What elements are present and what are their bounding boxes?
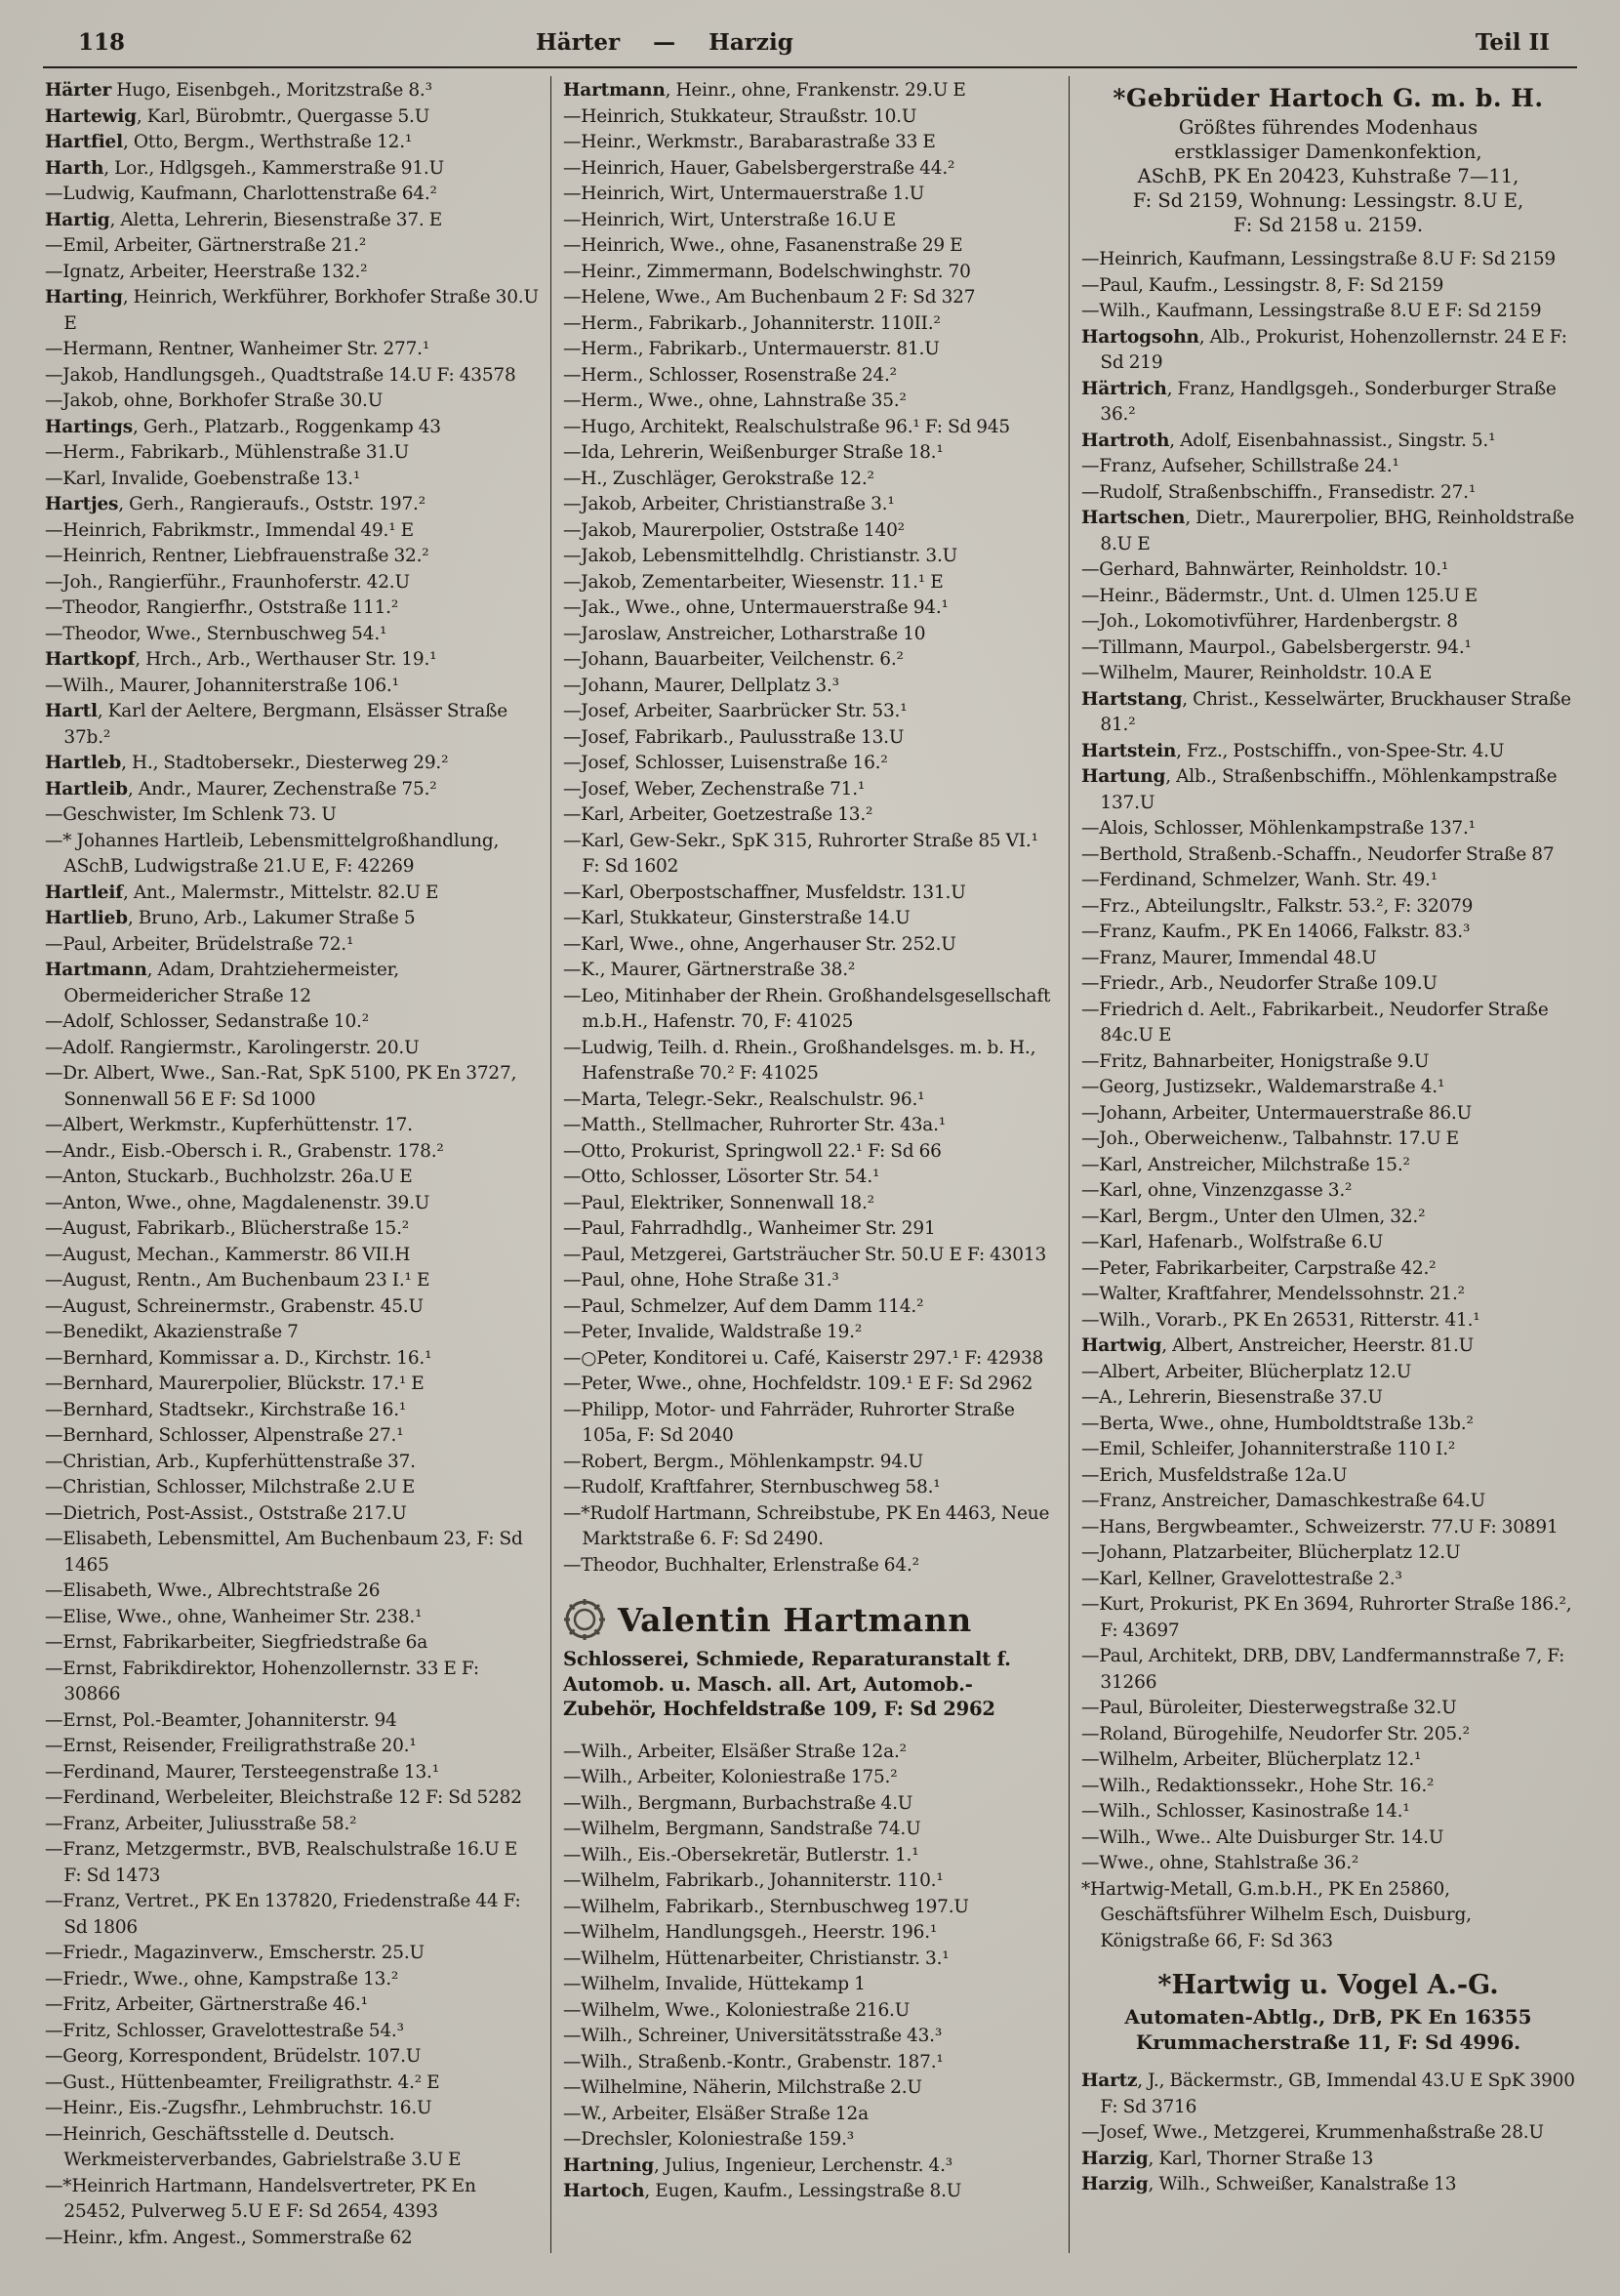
directory-entry: Hartwig, Albert, Anstreicher, Heerstr. 81.U: [1081, 1335, 1475, 1356]
directory-entry: —Tillmann, Maurpol., Gabelsbergerstr. 94.¹: [1081, 636, 1472, 658]
directory-entry: —Frz., Abteilungsltr., Falkstr. 53.², F: 32079: [1081, 895, 1474, 917]
directory-entry: —Theodor, Buchhalter, Erlenstraße 64.²: [563, 1554, 919, 1576]
advert-body-line: Krummacherstraße 11, F: Sd 4996.: [1135, 2030, 1521, 2054]
directory-entry: Härter Hugo, Eisenbgeh., Moritzstraße 8.³: [45, 80, 432, 101]
directory-entry: Harzig, Wilh., Schweißer, Kanalstraße 13: [1081, 2174, 1457, 2194]
directory-entry: —Peter, Fabrikarbeiter, Carpstraße 42.²: [1081, 1257, 1437, 1279]
directory-entry: —Peter, Wwe., ohne, Hochfeldstr. 109.¹ E F: Sd 2962: [563, 1374, 1033, 1394]
directory-entry: —Johann, Bauarbeiter, Veilchenstr. 6.²: [563, 649, 904, 670]
directory-entry: —Karl, Wwe., ohne, Angerhauser Str. 252.U: [563, 933, 956, 955]
directory-entry: —Heinr., Bädermstr., Unt. d. Ulmen 125.U E: [1081, 585, 1478, 606]
directory-entry: —Karl, Kellner, Gravelottestraße 2.³: [1081, 1568, 1402, 1589]
directory-entry: —Dietrich, Post-Assist., Oststraße 217.U: [45, 1502, 407, 1524]
directory-entry: —Hans, Bergwbeamter., Schweizerstr. 77.U F: 30891: [1081, 1516, 1559, 1538]
directory-entry: —Wilh., Redaktionssekr., Hohe Str. 16.²: [1081, 1775, 1435, 1796]
directory-entry: —Herm., Fabrikarb., Untermauerstr. 81.U: [563, 339, 940, 359]
entry-list-2b: [563, 1740, 1057, 2205]
directory-entry: —Herm., Fabrikarb., Mühlenstraße 31.U: [45, 442, 410, 463]
directory-entry: —Franz, Anstreicher, Damaschkestraße 64.U: [1081, 1491, 1486, 1511]
header-rule: [43, 66, 1577, 68]
directory-entry: —Wilhelm, Arbeiter, Blücherplatz 12.¹: [1081, 1749, 1422, 1770]
directory-entry: —Elisabeth, Lebensmittel, Am Buchenbaum 23, F: Sd 1465: [45, 1529, 523, 1576]
directory-entry: —Paul, Büroleiter, Diesterwegstraße 32.U: [1081, 1698, 1457, 1718]
directory-entry: —Albert, Arbeiter, Blücherplatz 12.U: [1081, 1361, 1412, 1382]
firm-name: *Gebrüder Hartoch G. m. b. H.: [1113, 84, 1544, 112]
directory-entry: —Joh., Lokomotivführer, Hardenbergstr. 8: [1081, 611, 1458, 632]
part-label: Teil II: [1475, 29, 1550, 56]
directory-entry: Hartning, Julius, Ingenieur, Lerchenstr. 4.³: [563, 2154, 952, 2176]
advert-body: Schlosserei, Schmiede, Reparaturanstalt f. Automob. u. Masch. all. Art, Automob.-Zubehör, Hochfeldstraße 109, F: Sd 2962: [563, 1648, 1011, 1720]
directory-entry: Hartl, Karl der Aeltere, Bergmann, Elsässer Straße 37b.²: [45, 701, 508, 748]
directory-entry: —Heinr., Eis.-Zugsfhr., Lehmbruchstr. 16.U: [45, 2098, 432, 2118]
directory-entry: —Erich, Musfeldstraße 12a.U: [1081, 1464, 1348, 1486]
directory-entry: —Paul, Architekt, DRB, DBV, Landfermannstraße 7, F: 31266: [1081, 1646, 1565, 1693]
directory-entry: Hartewig, Karl, Bürobmtr., Quergasse 5.U: [45, 105, 430, 127]
directory-entry: —Herm., Fabrikarb., Johanniterstr. 110II.²: [563, 312, 941, 334]
directory-entry: —Ernst, Fabrikdirektor, Hohenzollernstr. 33 E F: 30866: [45, 1658, 479, 1704]
directory-entry: —K., Maurer, Gärtnerstraße 38.²: [563, 960, 856, 980]
firm-description-line: F: Sd 2158 u. 2159.: [1233, 214, 1424, 236]
directory-entry: —Wwe., ohne, Stahlstraße 36.²: [1081, 1853, 1359, 1873]
directory-entry: —Wilhelm, Bergmann, Sandstraße 74.U: [563, 1819, 921, 1839]
directory-entry: —Hermann, Rentner, Wanheimer Str. 277.¹: [45, 339, 430, 359]
directory-entry: —Herm., Schlosser, Rosenstraße 24.²: [563, 364, 897, 386]
running-title-right: Harzig: [709, 29, 793, 56]
directory-entry: —Heinrich, Stukkateur, Straußstr. 10.U: [563, 105, 917, 127]
directory-entry: Hartung, Alb., Straßenbschiffn., Möhlenkampstraße 137.U: [1081, 766, 1558, 813]
directory-entry: —Walter, Kraftfahrer, Mendelssohnstr. 21.²: [1081, 1284, 1465, 1304]
column-1: [43, 76, 550, 2253]
directory-entry: —Wilh., Arbeiter, Koloniestraße 175.²: [563, 1767, 898, 1787]
directory-entry: —Paul, Schmelzer, Auf dem Damm 114.²: [563, 1295, 924, 1317]
directory-entry: —Ferdinand, Werbeleiter, Bleichstraße 12 F: Sd 5282: [45, 1787, 522, 1808]
directory-entry: —Franz, Metzgermstr., BVB, Realschulstraße 16.U E F: Sd 1473: [45, 1839, 518, 1886]
directory-entry: —Joh., Rangierführ., Fraunhoferstr. 42.U: [45, 571, 410, 593]
directory-entry: Hartstang, Christ., Kesselwärter, Bruckhauser Straße 81.²: [1081, 688, 1571, 735]
entry-list-2a: [563, 78, 1057, 1578]
directory-entry: —Jakob, Zementarbeiter, Wiesenstr. 11.¹ E: [563, 571, 944, 593]
firm-description-line: Größtes führendes Modenhaus: [1178, 116, 1478, 139]
directory-entry: —Adolf, Schlosser, Sedanstraße 10.²: [45, 1011, 369, 1032]
directory-entry: —Emil, Arbeiter, Gärtnerstraße 21.²: [45, 235, 367, 256]
directory-entry: —Jakob, Maurerpolier, Oststraße 140²: [563, 519, 905, 541]
directory-entry: —Friedr., Arb., Neudorfer Straße 109.U: [1081, 973, 1438, 994]
directory-entry: —Johann, Platzarbeiter, Blücherplatz 12.U: [1081, 1542, 1461, 1563]
directory-entry: —Adolf. Rangiermstr., Karolingerstr. 20.U: [45, 1037, 420, 1058]
running-header: [43, 29, 1577, 62]
directory-entry: —Joh., Oberweichenw., Talbahnstr. 17.U E: [1081, 1128, 1459, 1149]
directory-entry: —Heinr., Werkmstr., Barabarastraße 33 E: [563, 132, 936, 152]
directory-entry: —Jakob, Lebensmittelhdlg. Christianstr. 3.U: [563, 546, 958, 566]
directory-entry: —Franz, Aufseher, Schillstraße 24.¹: [1081, 456, 1399, 476]
directory-entry: Hartig, Aletta, Lehrerin, Biesenstraße 37. E: [45, 209, 443, 230]
directory-entry: Hartfiel, Otto, Bergm., Werthstraße 12.¹: [45, 132, 413, 152]
directory-entry: —Josef, Schlosser, Luisenstraße 16.²: [563, 753, 888, 773]
directory-entry: —Heinrich, Fabrikmstr., Immendal 49.¹ E: [45, 519, 414, 541]
directory-entry: —Albert, Werkmstr., Kupferhüttenstr. 17.: [45, 1115, 413, 1135]
directory-entry: —Ignatz, Arbeiter, Heerstraße 132.²: [45, 261, 368, 282]
directory-entry: —Karl, ohne, Vinzenzgasse 3.²: [1081, 1180, 1353, 1201]
directory-entry: —Robert, Bergm., Möhlenkampstr. 94.U: [563, 1451, 924, 1472]
directory-entry: —Theodor, Rangierfhr., Oststraße 111.²: [45, 597, 399, 618]
directory-entry: —Berthold, Straßenb.-Schaffn., Neudorfer Straße 87: [1081, 843, 1555, 865]
directory-entry: —Friedr., Wwe., ohne, Kampstraße 13.²: [45, 1968, 399, 1989]
directory-entry: Harting, Heinrich, Werkführer, Borkhofer Straße 30.U E: [45, 287, 539, 334]
directory-entry: —Franz, Maurer, Immendal 48.U: [1081, 947, 1377, 968]
directory-entry: —Gerhard, Bahnwärter, Reinholdstr. 10.¹: [1081, 559, 1449, 580]
directory-entry: —Karl, Hafenarb., Wolfstraße 6.U: [1081, 1232, 1384, 1252]
directory-entry: —Jak., Wwe., ohne, Untermauerstraße 94.¹: [563, 597, 949, 618]
directory-entry: —Heinr., kfm. Angest., Sommerstraße 62: [45, 2227, 413, 2248]
directory-entry: —Friedrich d. Aelt., Fabrikarbeit., Neudorfer Straße 84c.U E: [1081, 999, 1549, 1046]
directory-entry: —Benedikt, Akazienstraße 7: [45, 1322, 299, 1342]
firm-description-line: erstklassiger Damenkonfektion,: [1174, 141, 1482, 163]
directory-entry: —Ernst, Pol.-Beamter, Johanniterstr. 94: [45, 1709, 397, 1731]
directory-entry: —Franz, Vertret., PK En 137820, Friedenstraße 44 F: Sd 1806: [45, 1891, 521, 1938]
directory-entry: —Ernst, Fabrikarbeiter, Siegfriedstraße 6a: [45, 1632, 428, 1653]
directory-entry: —A., Lehrerin, Biesenstraße 37.U: [1081, 1387, 1383, 1408]
directory-entry: Hartstein, Frz., Postschiffn., von-Spee-Str. 4.U: [1081, 740, 1505, 761]
directory-entry: —Emil, Schleifer, Johanniterstraße 110 I.²: [1081, 1439, 1456, 1459]
entry-list-1: [45, 78, 539, 2251]
directory-entry: —Josef, Fabrikarb., Paulusstraße 13.U: [563, 726, 905, 748]
advert-hartwig-vogel: [1081, 1970, 1575, 2055]
directory-entry: —Rudolf, Straßenbschiffn., Fransedistr. 27.¹: [1081, 481, 1477, 503]
directory-entry: —Georg, Justizsekr., Waldemarstraße 4.¹: [1081, 1077, 1445, 1097]
directory-entry: —Fritz, Arbeiter, Gärtnerstraße 46.¹: [45, 1994, 368, 2015]
directory-entry: —Heinrich, Rentner, Liebfrauenstraße 32.²: [45, 546, 429, 566]
directory-entry: —Anton, Stuckarb., Buchholzstr. 26a.U E: [45, 1167, 413, 1187]
directory-entry: —Leo, Mitinhaber der Rhein. Großhandelsgesellschaft m.b.H., Hafenstr. 70, F: 41025: [563, 985, 1051, 1032]
firm-description-line: ASchB, PK En 20423, Kuhstraße 7—11,: [1137, 165, 1519, 187]
directory-entry: —Wilhelm, Wwe., Koloniestraße 216.U: [563, 1999, 911, 2021]
directory-entry: —Drechsler, Koloniestraße 159.³: [563, 2129, 855, 2150]
directory-entry: —*Heinrich Hartmann, Handelsvertreter, PK En 25452, Pulverweg 5.U E F: Sd 2654, 4393: [45, 2175, 476, 2222]
directory-entry: —○Peter, Konditorei u. Café, Kaiserstr 297.¹ F: 42938: [563, 1347, 1044, 1369]
directory-entry: —Herm., Wwe., ohne, Lahnstraße 35.²: [563, 390, 907, 411]
directory-entry: Hartmann, Heinr., ohne, Frankenstr. 29.U E: [563, 80, 966, 101]
directory-entry: —Wilhelmine, Näherin, Milchstraße 2.U: [563, 2077, 922, 2098]
directory-entry: —Helene, Wwe., Am Buchenbaum 2 F: Sd 327: [563, 287, 976, 308]
directory-entry: —Wilh., Straßenb.-Kontr., Grabenstr. 187.¹: [563, 2051, 944, 2072]
running-title-dash: —: [653, 29, 676, 56]
directory-entry: —Jakob, ohne, Borkhofer Straße 30.U: [45, 390, 384, 411]
firm-entry-hartoch: [1081, 84, 1575, 237]
entry-list-3b: [1081, 2069, 1575, 2198]
directory-entry: —Ferdinand, Schmelzer, Wanh. Str. 49.¹: [1081, 870, 1438, 890]
directory-entry: —* Johannes Hartleib, Lebensmittelgroßhandlung, ASchB, Ludwigstraße 21.U E, F: 42269: [45, 830, 500, 877]
directory-entry: —Bernhard, Maurerpolier, Blückstr. 17.¹ E: [45, 1374, 425, 1394]
directory-entry: *Hartwig-Metall, G.m.b.H., PK En 25860, Geschäftsführer Wilhelm Esch, Duisburg, Königstraße 66, F: Sd 363: [1081, 1878, 1472, 1951]
directory-entry: —Wilh., Eis.-Obersekretär, Butlerstr. 1.¹: [563, 1844, 919, 1866]
directory-entry: —Josef, Wwe., Metzgerei, Krummenhaßstraße 28.U: [1081, 2122, 1544, 2143]
directory-entry: —Heinrich, Wirt, Untermauerstraße 1.U: [563, 184, 925, 204]
directory-entry: —Paul, Kaufm., Lessingstr. 8, F: Sd 2159: [1081, 274, 1444, 296]
directory-entry: Hartschen, Dietr., Maurerpolier, BHG, Reinholdstraße 8.U E: [1081, 508, 1575, 554]
directory-entry: —Heinrich, Wwe., ohne, Fasanenstraße 29 E: [563, 235, 963, 256]
directory-entry: —Heinrich, Hauer, Gabelsbergerstraße 44.²: [563, 157, 955, 179]
advert-firm-name: Valentin Hartmann: [618, 1600, 972, 1639]
directory-entry: —Rudolf, Kraftfahrer, Sternbuschweg 58.¹: [563, 1477, 941, 1497]
page-number: 118: [78, 29, 126, 56]
directory-entry: —Wilhelm, Handlungsgeh., Heerstr. 196.¹: [563, 1922, 938, 1943]
directory-entry: —Franz, Kaufm., PK En 14066, Falkstr. 83.³: [1081, 922, 1471, 942]
directory-entry: —Wilh., Arbeiter, Elsäßer Straße 12a.²: [563, 1741, 907, 1762]
directory-entry: —Wilhelm, Maurer, Reinholdstr. 10.A E: [1081, 663, 1433, 683]
directory-entry: —Bernhard, Stadtsekr., Kirchstraße 16.¹: [45, 1399, 407, 1420]
directory-entry: —Wilh., Wwe.. Alte Duisburger Str. 14.U: [1081, 1826, 1444, 1848]
advert-body-line: Automaten-Abtlg., DrB, PK En 16355: [1124, 2005, 1532, 2029]
directory-entry: —Wilhelm, Fabrikarb., Sternbuschweg 197.U: [563, 1896, 969, 1917]
directory-entry: —Wilhelm, Hüttenarbeiter, Christianstr. 3.¹: [563, 1948, 950, 1969]
directory-entry: —Bernhard, Schlosser, Alpenstraße 27.¹: [45, 1425, 404, 1446]
directory-entry: —Josef, Arbeiter, Saarbrücker Str. 53.¹: [563, 701, 908, 721]
directory-entry: —Bernhard, Kommissar a. D., Kirchstr. 16.¹: [45, 1347, 432, 1369]
gear-emblem-icon: [563, 1598, 606, 1641]
advert-valentin-hartmann: [563, 1598, 1057, 1722]
directory-entry: —Gust., Hüttenbeamter, Freiligrathstr. 4.² E: [45, 2071, 440, 2093]
directory-entry: —August, Fabrikarb., Blücherstraße 15.²: [45, 1218, 410, 1239]
directory-entry: —Marta, Telegr.-Sekr., Realschulstr. 96.¹: [563, 1088, 925, 1110]
directory-entry: —Elisabeth, Wwe., Albrechtstraße 26: [45, 1580, 381, 1601]
directory-entry: Härtrich, Franz, Handlgsgeh., Sonderburger Straße 36.²: [1081, 378, 1557, 425]
directory-entry: —Wilh., Kaufmann, Lessingstraße 8.U E F: Sd 2159: [1081, 301, 1542, 321]
directory-entry: —Heinr., Zimmermann, Bodelschwinghstr. 70: [563, 261, 971, 282]
directory-entry: —Matth., Stellmacher, Ruhrorter Str. 43a.¹: [563, 1115, 946, 1135]
directory-entry: —Paul, Elektriker, Sonnenwall 18.²: [563, 1192, 874, 1213]
directory-entry: —Wilh., Bergmann, Burbachstraße 4.U: [563, 1792, 913, 1814]
directory-entry: Hartleif, Ant., Malermstr., Mittelstr. 82.U E: [45, 882, 439, 903]
directory-entry: —Ludwig, Kaufmann, Charlottenstraße 64.²: [45, 184, 437, 204]
directory-entry: —Karl, Bergm., Unter den Ulmen, 32.²: [1081, 1206, 1426, 1227]
directory-entry: Hartings, Gerh., Platzarb., Roggenkamp 43: [45, 416, 441, 437]
directory-entry: —H., Zuschläger, Gerokstraße 12.²: [563, 468, 874, 489]
directory-entry: —Philipp, Motor- und Fahrräder, Ruhrorter Straße 105a, F: Sd 2040: [563, 1399, 1015, 1446]
directory-entry: —Heinrich, Geschäftsstelle d. Deutsch. Werkmeisterverbandes, Gabrielstraße 3.U E: [45, 2123, 462, 2170]
directory-entry: —Karl, Invalide, Goebenstraße 13.¹: [45, 468, 361, 489]
column-2: [550, 76, 1069, 2253]
running-title-left: Härter: [536, 29, 621, 56]
directory-entry: —Wilh., Schreiner, Universitätsstraße 43.³: [563, 2026, 943, 2046]
directory-entry: —Johann, Maurer, Dellplatz 3.³: [563, 675, 839, 696]
directory-entry: —Alois, Schlosser, Möhlenkampstraße 137.¹: [1081, 818, 1476, 839]
column-3: [1069, 76, 1577, 2253]
directory-entry: —Anton, Wwe., ohne, Magdalenenstr. 39.U: [45, 1192, 430, 1213]
directory-entry: —Dr. Albert, Wwe., San.-Rat, SpK 5100, PK En 3727, Sonnenwall 56 E F: Sd 1000: [45, 1063, 517, 1110]
directory-entry: —Paul, Arbeiter, Brüdelstraße 72.¹: [45, 933, 354, 955]
directory-entry: —Jakob, Handlungsgeh., Quadtstraße 14.U F: 43578: [45, 364, 516, 386]
directory-entry: —Paul, ohne, Hohe Straße 31.³: [563, 1270, 839, 1291]
directory-entry: —Christian, Schlosser, Milchstraße 2.U E: [45, 1477, 416, 1497]
directory-entry: —Roland, Bürogehilfe, Neudorfer Str. 205.²: [1081, 1723, 1470, 1744]
directory-entry: —Wilh., Schlosser, Kasinostraße 14.¹: [1081, 1801, 1410, 1822]
directory-entry: —Paul, Fahrradhdlg., Wanheimer Str. 291: [563, 1218, 936, 1239]
directory-entry: —Wilh., Vorarb., PK En 26531, Ritterstr. 41.¹: [1081, 1309, 1480, 1331]
directory-entry: —Franz, Arbeiter, Juliusstraße 58.²: [45, 1813, 357, 1834]
directory-entry: —Otto, Schlosser, Lösorter Str. 54.¹: [563, 1167, 880, 1187]
directory-entry: —Ferdinand, Maurer, Tersteegenstraße 13.¹: [45, 1761, 439, 1783]
directory-entry: —August, Schreinermstr., Grabenstr. 45.U: [45, 1295, 424, 1317]
running-title: [536, 29, 793, 56]
advert-header: [563, 1598, 1057, 1641]
directory-entry: —Andr., Eisb.-Obersch i. R., Grabenstr. 178.²: [45, 1140, 444, 1162]
directory-entry: —Karl, Gew-Sekr., SpK 315, Ruhrorter Straße 85 VI.¹ F: Sd 1602: [563, 830, 1038, 877]
directory-entry: —Otto, Prokurist, Springwoll 22.¹ F: Sd 66: [563, 1140, 942, 1162]
directory-entry: —August, Rentn., Am Buchenbaum 23 I.¹ E: [45, 1270, 430, 1291]
advert-body: [1081, 2004, 1575, 2055]
directory-entry: —Fritz, Bahnarbeiter, Honigstraße 9.U: [1081, 1050, 1430, 1072]
directory-entry: —Johann, Arbeiter, Untermauerstraße 86.U: [1081, 1102, 1472, 1124]
directory-entry: —Wilhelm, Fabrikarb., Johanniterstr. 110.¹: [563, 1870, 944, 1891]
directory-entry: —Jakob, Arbeiter, Christianstraße 3.¹: [563, 494, 895, 514]
directory-entry: —W., Arbeiter, Elsäßer Straße 12a: [563, 2103, 869, 2124]
directory-entry: —Geschwister, Im Schlenk 73. U: [45, 804, 337, 825]
directory-entry: —Karl, Anstreicher, Milchstraße 15.²: [1081, 1154, 1410, 1175]
directory-entry: —Wilhelm, Invalide, Hüttekamp 1: [563, 1974, 866, 1994]
directory-entry: —Josef, Weber, Zechenstraße 71.¹: [563, 778, 866, 800]
directory-entry: —Jaroslaw, Anstreicher, Lotharstraße 10: [563, 623, 926, 644]
directory-entry: Hartogsohn, Alb., Prokurist, Hohenzollernstr. 24 E F: Sd 219: [1081, 326, 1567, 373]
directory-entry: Hartmann, Adam, Drahtziehermeister, Obermeidericher Straße 12: [45, 960, 399, 1006]
directory-entry: —Ida, Lehrerin, Weißenburger Straße 18.¹: [563, 442, 944, 463]
directory-entry: —Hugo, Architekt, Realschulstraße 96.¹ F: Sd 945: [563, 416, 1011, 437]
directory-entry: Harzig, Karl, Thorner Straße 13: [1081, 2148, 1374, 2169]
firm-description-line: F: Sd 2159, Wohnung: Lessingstr. 8.U E,: [1132, 189, 1524, 212]
directory-entry: —Fritz, Schlosser, Gravelottestraße 54.³: [45, 2020, 404, 2041]
directory-entry: —Elise, Wwe., ohne, Wanheimer Str. 238.¹: [45, 1606, 423, 1627]
directory-entry: —Paul, Metzgerei, Gartsträucher Str. 50.U E F: 43013: [563, 1244, 1047, 1265]
directory-entry: Hartlieb, Bruno, Arb., Lakumer Straße 5: [45, 908, 416, 928]
entry-list-3a: [1081, 247, 1575, 1954]
directory-entry: Hartz, J., Bäckermstr., GB, Immendal 43.U E SpK 3900 F: Sd 3716: [1081, 2070, 1575, 2117]
directory-entry: —Heinrich, Wirt, Unterstraße 16.U E: [563, 209, 896, 230]
directory-entry: Hartleb, H., Stadtobersekr., Diesterweg 29.²: [45, 753, 449, 773]
firm-description: [1081, 115, 1575, 237]
directory-entry: Harth, Lor., Hdlgsgeh., Kammerstraße 91.U: [45, 157, 444, 179]
directory-entry: —August, Mechan., Kammerstr. 86 VII.H: [45, 1244, 411, 1265]
directory-entry: Hartkopf, Hrch., Arb., Werthauser Str. 19.¹: [45, 649, 437, 670]
directory-entry: —Peter, Invalide, Waldstraße 19.²: [563, 1322, 863, 1342]
directory-entry: —Karl, Stukkateur, Ginsterstraße 14.U: [563, 908, 911, 928]
directory-entry: —Ernst, Reisender, Freiligrathstraße 20.¹: [45, 1736, 417, 1756]
directory-entry: —Friedr., Magazinverw., Emscherstr. 25.U: [45, 1943, 425, 1963]
directory-entry: —Kurt, Prokurist, PK En 3694, Ruhrorter Straße 186.², F: 43697: [1081, 1594, 1572, 1641]
directory-entry: —Berta, Wwe., ohne, Humboldtstraße 13b.²: [1081, 1413, 1474, 1434]
directory-entry: —Theodor, Wwe., Sternbuschweg 54.¹: [45, 623, 387, 644]
directory-entry: —Wilh., Maurer, Johanniterstraße 106.¹: [45, 675, 399, 696]
directory-entry: Hartoch, Eugen, Kaufm., Lessingstraße 8.U: [563, 2181, 962, 2201]
directory-entry: —Georg, Korrespondent, Brüdelstr. 107.U: [45, 2046, 422, 2067]
advert-firm-name: *Hartwig u. Vogel A.-G.: [1157, 1970, 1499, 2000]
directory-entry: Hartjes, Gerh., Rangieraufs., Oststr. 197.²: [45, 494, 425, 514]
directory-entry: —Karl, Oberpostschaffner, Musfeldstr. 131.U: [563, 882, 966, 903]
directory-entry: —*Rudolf Hartmann, Schreibstube, PK En 4463, Neue Marktstraße 6. F: Sd 2490.: [563, 1502, 1050, 1549]
column-layout: [43, 76, 1577, 2253]
directory-entry: —Karl, Arbeiter, Goetzestraße 13.²: [563, 804, 873, 825]
directory-entry: —Heinrich, Kaufmann, Lessingstraße 8.U F: Sd 2159: [1081, 249, 1556, 269]
directory-entry: —Ludwig, Teilh. d. Rhein., Großhandelsges. m. b. H., Hafenstraße 70.² F: 41025: [563, 1037, 1036, 1084]
directory-entry: —Christian, Arb., Kupferhüttenstraße 37.: [45, 1451, 416, 1472]
directory-entry: Hartroth, Adolf, Eisenbahnassist., Singstr. 5.¹: [1081, 430, 1496, 451]
directory-entry: Hartleib, Andr., Maurer, Zechenstraße 75.²: [45, 778, 437, 800]
